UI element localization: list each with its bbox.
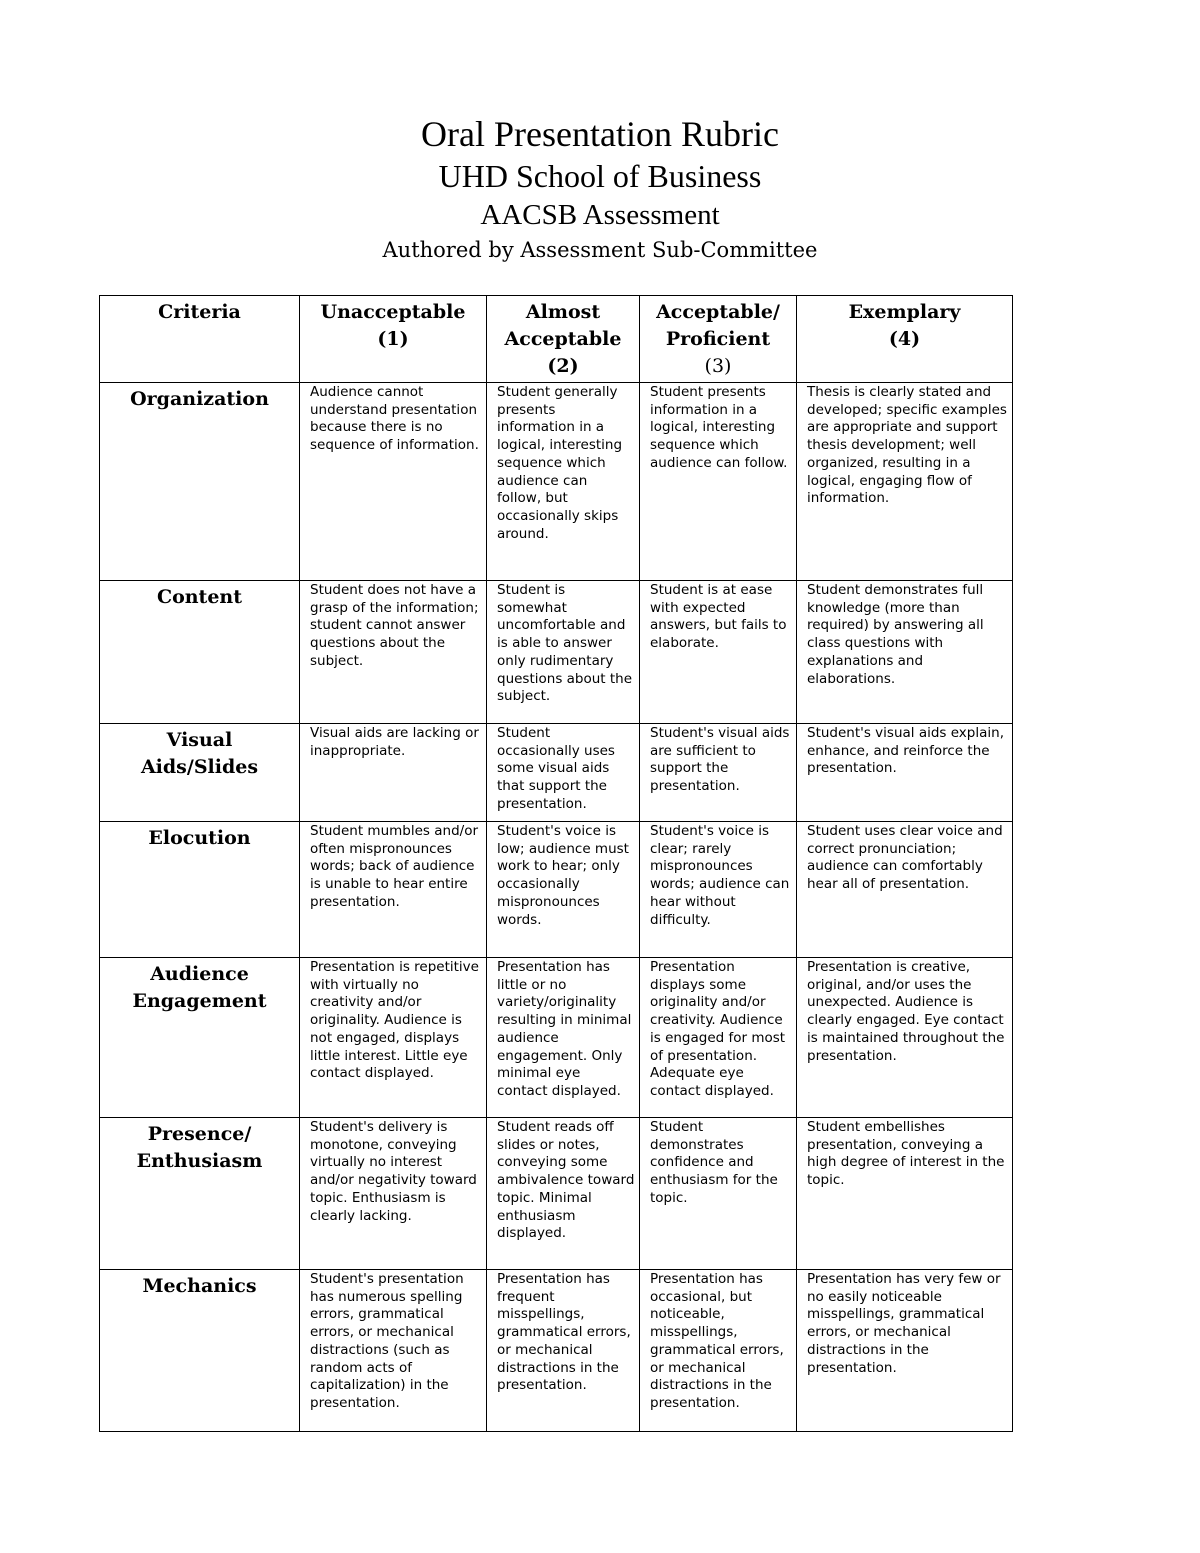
table-row [100, 822, 1013, 958]
description-cell: Student is at ease with expected answers, but fails to elaborate. [640, 581, 797, 724]
description-cell: Student occasionally uses some visual aids that support the presentation. [487, 724, 640, 822]
column-header-label: Acceptable/ Proficient [656, 301, 780, 350]
description-cell: Presentation has very few or no easily noticeable misspellings, grammatical errors, or mechanical distractions in the presentation. [797, 1270, 1013, 1432]
school-name: UHD School of Business [438, 158, 762, 194]
description-cell: Thesis is clearly stated and developed; specific examples are appropriate and support thesis development; well organized, resulting in a logical, engaging flow of information. [797, 383, 1013, 581]
description-cell: Student's voice is clear; rarely mispronounces words; audience can hear without difficulty. [640, 822, 797, 958]
assessment-name: AACSB Assessment [480, 199, 720, 231]
description-cell: Student presents information in a logical, interesting sequence which audience can follow. [640, 383, 797, 581]
description-cell: Student embellishes presentation, conveying a high degree of interest in the topic. [797, 1118, 1013, 1270]
rubric-table [99, 295, 1013, 1432]
description-cell: Student uses clear voice and correct pronunciation; audience can comfortably hear all of presentation. [797, 822, 1013, 958]
description-cell: Student demonstrates full knowledge (more than required) by answering all class questions with explanations and elaborations. [797, 581, 1013, 724]
description-cell: Student's delivery is monotone, conveying virtually no interest and/or negativity toward topic. Enthusiasm is clearly lacking. [300, 1118, 487, 1270]
description-cell: Student's voice is low; audience must work to hear; only occasionally mispronounces words. [487, 822, 640, 958]
criterion-cell: Organization [100, 383, 300, 581]
table-row [100, 724, 1013, 822]
column-header-score: (4) [888, 328, 921, 350]
description-cell: Presentation has occasional, but noticeable, misspellings, grammatical errors, or mechanical distractions in the presentation. [640, 1270, 797, 1432]
table-row [100, 1118, 1013, 1270]
description-cell: Visual aids are lacking or inappropriate. [300, 724, 487, 822]
document-header [0, 112, 1200, 266]
column-header-criteria [100, 296, 300, 383]
column-header-score: (3) [704, 355, 732, 377]
column-header-score: (2) [547, 355, 579, 377]
document-title: Oral Presentation Rubric [421, 114, 779, 154]
criterion-cell: Elocution [100, 822, 300, 958]
description-cell: Student is somewhat uncomfortable and is able to answer only rudimentary questions about the subject. [487, 581, 640, 724]
table-row [100, 958, 1013, 1118]
description-cell: Presentation is repetitive with virtually no creativity and/or originality. Audience is not engaged, displays little interest. Little eye contact displayed. [300, 958, 487, 1118]
criterion-cell: Content [100, 581, 300, 724]
description-cell: Student mumbles and/or often mispronounces words; back of audience is unable to hear entire presentation. [300, 822, 487, 958]
criterion-cell: Audience Engagement [100, 958, 300, 1118]
column-header-label: Unacceptable [320, 301, 466, 323]
description-cell: Student's presentation has numerous spelling errors, grammatical errors, or mechanical distractions (such as random acts of capitalization) in the presentation. [300, 1270, 487, 1432]
criterion-cell: Visual Aids/Slides [100, 724, 300, 822]
description-cell: Student's visual aids are sufficient to support the presentation. [640, 724, 797, 822]
column-header-label: Criteria [158, 301, 241, 323]
author-line: Authored by Assessment Sub-Committee [382, 238, 818, 262]
column-header-unacceptable [300, 296, 487, 383]
column-header-almost-acceptable [487, 296, 640, 383]
column-header-score: (1) [377, 328, 409, 350]
description-cell: Presentation has little or no variety/originality resulting in minimal audience engagement. Only minimal eye contact displayed. [487, 958, 640, 1118]
column-header-acceptable-proficient [640, 296, 797, 383]
description-cell: Presentation is creative, original, and/or uses the unexpected. Audience is clearly engaged. Eye contact is maintained throughout the presentation. [797, 958, 1013, 1118]
criterion-cell: Presence/ Enthusiasm [100, 1118, 300, 1270]
description-cell: Student demonstrates confidence and enthusiasm for the topic. [640, 1118, 797, 1270]
column-header-label: Almost Acceptable [504, 301, 622, 350]
table-row [100, 581, 1013, 724]
description-cell: Presentation displays some originality and/or creativity. Audience is engaged for most of presentation. Adequate eye contact displayed. [640, 958, 797, 1118]
column-header-label: Exemplary [848, 301, 961, 323]
table-row [100, 1270, 1013, 1432]
description-cell: Student reads off slides or notes, conveying some ambivalence toward topic. Minimal enthusiasm displayed. [487, 1118, 640, 1270]
description-cell: Presentation has frequent misspellings, grammatical errors, or mechanical distractions in the presentation. [487, 1270, 640, 1432]
header-row [100, 296, 1013, 383]
description-cell: Audience cannot understand presentation because there is no sequence of information. [300, 383, 487, 581]
column-header-exemplary [797, 296, 1013, 383]
description-cell: Student's visual aids explain, enhance, and reinforce the presentation. [797, 724, 1013, 822]
description-cell: Student does not have a grasp of the information; student cannot answer questions about the subject. [300, 581, 487, 724]
description-cell: Student generally presents information in a logical, interesting sequence which audience can follow, but occasionally skips around. [487, 383, 640, 581]
criterion-cell: Mechanics [100, 1270, 300, 1432]
table-row [100, 383, 1013, 581]
